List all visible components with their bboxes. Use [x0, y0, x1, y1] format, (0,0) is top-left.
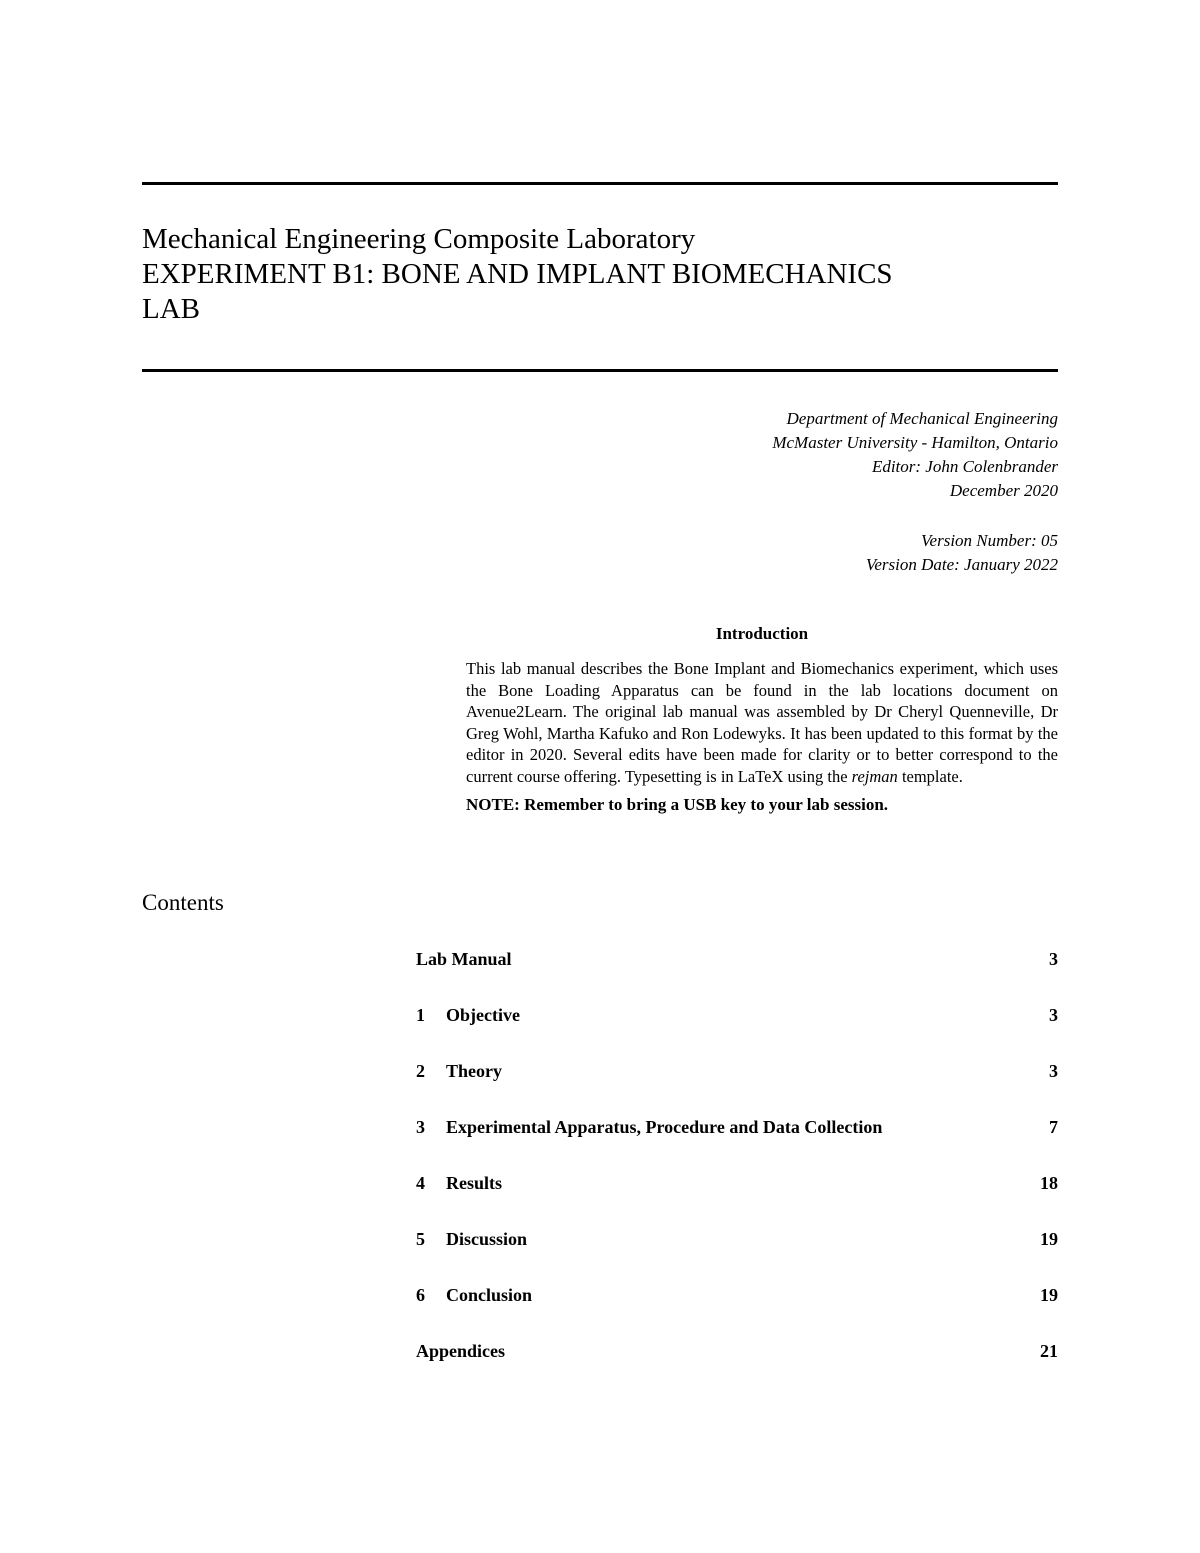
- toc-entry-number: 4: [416, 1173, 425, 1193]
- toc-entry-title[interactable]: Results: [446, 1173, 503, 1193]
- toc-entry[interactable]: [416, 1112, 1058, 1168]
- version-date: Version Date: January 2022: [865, 555, 1058, 574]
- toc-entry-number: 1: [416, 1005, 425, 1025]
- university: McMaster University - Hamilton, Ontario: [772, 433, 1058, 452]
- title-rule-bottom: [142, 369, 1058, 372]
- editor: Editor: John Colenbrander: [871, 457, 1058, 476]
- toc-entry-page: 3: [1049, 1061, 1058, 1081]
- introduction-text-end-prefix: using the: [787, 766, 848, 786]
- version-block: [866, 529, 1058, 577]
- introduction-section: [466, 622, 1058, 816]
- title-rule-top: [142, 182, 1058, 185]
- title-line-2: EXPERIMENT B1: BONE AND IMPLANT BIOMECHANICS: [142, 258, 893, 290]
- title-line-3: LAB: [142, 293, 200, 325]
- toc-entry[interactable]: [416, 944, 1058, 1000]
- toc-entry[interactable]: [416, 1224, 1058, 1280]
- toc-entry-number: 2: [416, 1061, 425, 1081]
- introduction-text: This lab manual describes the Bone Implant and Biomechanics experiment, which uses the Bone Loading Apparatus can be found in the lab locations document on Avenue2Learn. The original lab manual was assembled by Dr Cheryl Quenneville, Dr Greg Wohl, Martha Kafuko and Ron Lodewyks. It has been updated to this format by the editor in 2020. Several edits have been made for clarity or to better correspond to the current course offering. Typesetting is in: [466, 659, 1058, 786]
- toc-entry-page: 3: [1049, 949, 1058, 969]
- toc-entry-title[interactable]: Conclusion: [446, 1285, 533, 1305]
- toc-entry-page: 21: [1040, 1341, 1058, 1361]
- department: Department of Mechanical Engineering: [786, 409, 1058, 428]
- toc-entry-title[interactable]: Appendices: [416, 1341, 506, 1361]
- introduction-text-end-suffix: template.: [901, 766, 963, 786]
- toc-entry-number: 6: [416, 1285, 425, 1305]
- toc-entry-number: 3: [416, 1117, 425, 1137]
- toc-entry-title[interactable]: Experimental Apparatus, Procedure and Data Collection: [446, 1117, 883, 1137]
- toc-entry[interactable]: [416, 1336, 1058, 1392]
- introduction-heading: Introduction: [715, 624, 809, 643]
- toc-entry-title[interactable]: Theory: [446, 1061, 502, 1081]
- contents-heading: Contents: [142, 890, 224, 915]
- table-of-contents: [416, 944, 1058, 1392]
- toc-entry-page: 7: [1049, 1117, 1058, 1137]
- toc-entry-title[interactable]: Discussion: [446, 1229, 528, 1249]
- introduction-body: [466, 658, 1058, 788]
- toc-entry[interactable]: [416, 1168, 1058, 1224]
- toc-entry-page: 19: [1040, 1285, 1058, 1305]
- toc-entry-title[interactable]: Lab Manual: [416, 949, 512, 969]
- document-title: [142, 222, 1058, 327]
- date: December 2020: [949, 481, 1058, 500]
- title-line-1: Mechanical Engineering Composite Laboratory: [142, 223, 696, 255]
- toc-entry[interactable]: [416, 1056, 1058, 1112]
- usb-note: NOTE: Remember to bring a USB key to your lab session.: [466, 794, 889, 814]
- toc-entry-page: 19: [1040, 1229, 1058, 1249]
- toc-entry-page: 3: [1049, 1005, 1058, 1025]
- toc-entry-title[interactable]: Objective: [446, 1005, 520, 1025]
- author-block: [772, 407, 1058, 503]
- toc-entry[interactable]: [416, 1000, 1058, 1056]
- toc-entry-page: 18: [1040, 1173, 1058, 1193]
- version-number: Version Number: 05: [921, 531, 1058, 550]
- latex-logo: LaTeX: [737, 766, 784, 786]
- toc-entry[interactable]: [416, 1280, 1058, 1336]
- toc-entry-number: 5: [416, 1229, 425, 1249]
- template-name: rejman: [851, 766, 898, 786]
